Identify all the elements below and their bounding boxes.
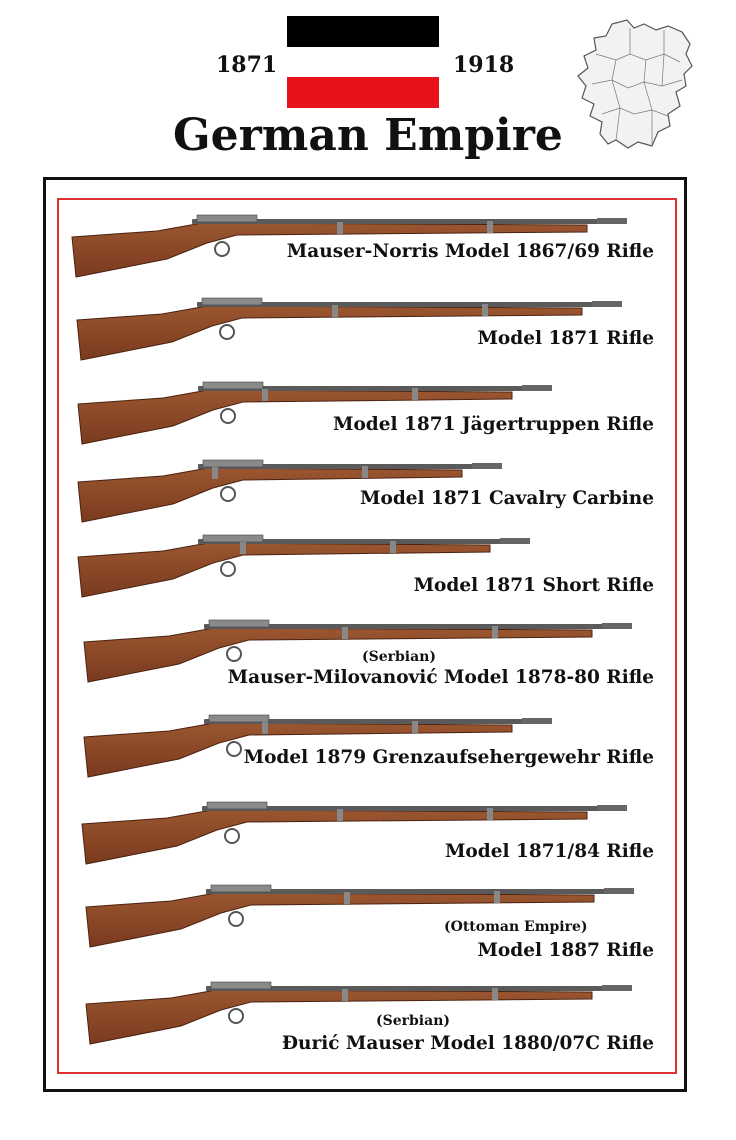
page-title: German Empire — [173, 110, 563, 161]
rifle-name-caption: Mauser-Norris Model 1867/69 Rifle — [286, 241, 654, 262]
empire-map-icon — [572, 14, 697, 152]
rifle-illustration — [62, 372, 672, 452]
rifle-row — [62, 972, 672, 1060]
rifle-row — [62, 288, 672, 368]
imperial-flag — [287, 16, 439, 108]
rifle-row — [62, 705, 672, 785]
year-start: 1871 — [216, 52, 278, 78]
rifle-name-caption: Mauser-Milovanović Model 1878-80 Rifle — [227, 667, 654, 688]
rifle-illustration — [62, 705, 672, 785]
rifle-name-caption: Model 1871 Cavalry Carbine — [360, 488, 654, 509]
rifle-name-caption: Model 1871 Short Rifle — [413, 575, 654, 596]
rifle-origin-note: (Serbian) — [376, 1013, 450, 1029]
rifle-row — [62, 610, 672, 700]
rifle-row — [62, 205, 672, 285]
rifle-row — [62, 372, 672, 452]
rifle-illustration — [62, 525, 672, 610]
rifle-name-caption: Đurić Mauser Model 1880/07C Rifle — [281, 1033, 654, 1054]
rifle-origin-note: (Serbian) — [362, 649, 436, 665]
rifle-name-caption: Model 1871 Jägertruppen Rifle — [332, 414, 654, 435]
rifle-row — [62, 792, 672, 874]
rifle-row — [62, 875, 672, 965]
rifle-row — [62, 450, 672, 525]
rifle-name-caption: Model 1871/84 Rifle — [444, 841, 654, 862]
rifle-row — [62, 525, 672, 610]
year-end: 1918 — [453, 52, 515, 78]
rifle-name-caption: Model 1871 Rifle — [477, 328, 654, 349]
rifle-origin-note: (Ottoman Empire) — [444, 919, 588, 935]
rifle-name-caption: Model 1879 Grenzaufsehergewehr Rifle — [243, 747, 654, 768]
header — [0, 0, 736, 175]
rifle-name-caption: Model 1887 Rifle — [477, 940, 654, 961]
